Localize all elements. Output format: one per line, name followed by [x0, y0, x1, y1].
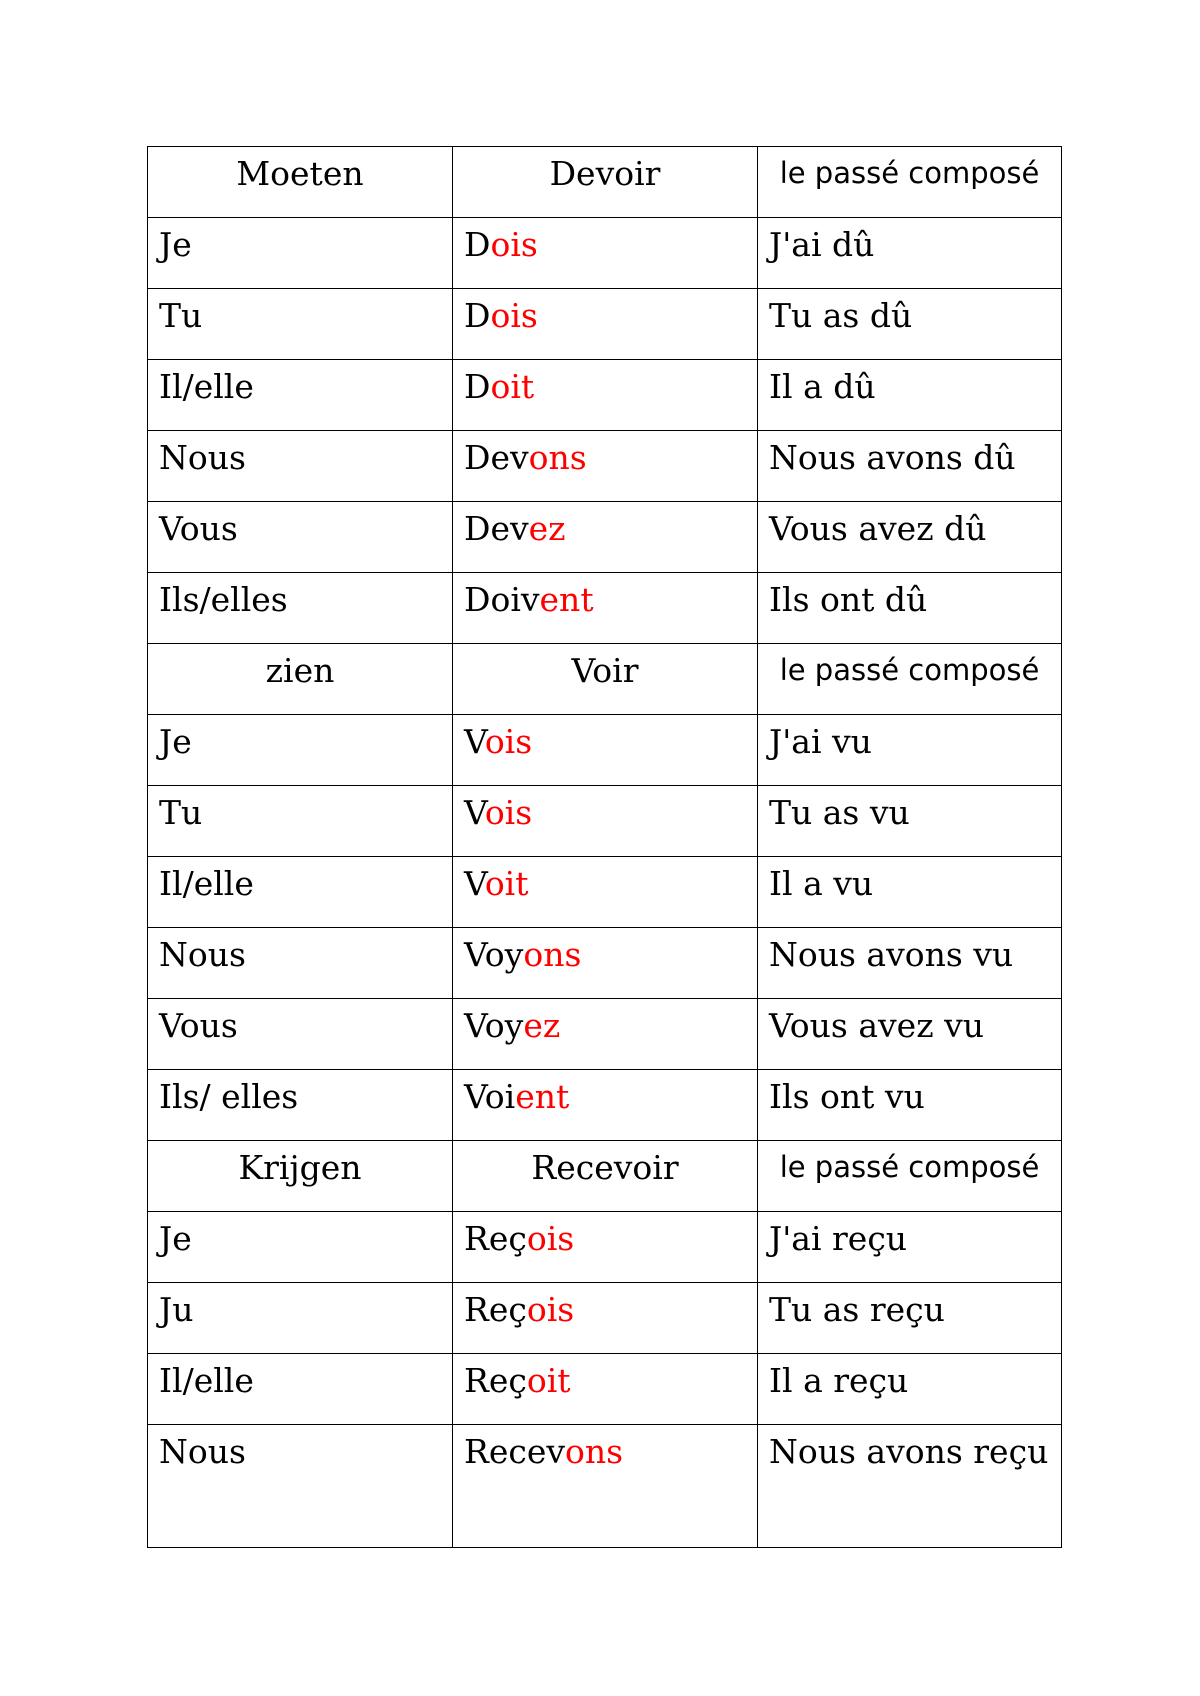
verb-ending: ent: [539, 580, 594, 619]
conjugation-table: [147, 146, 1062, 1548]
conjugation-row: [148, 573, 1062, 644]
past-form-cell: J'ai reçu: [758, 1212, 1062, 1283]
past-form-cell: Vous avez vu: [758, 999, 1062, 1070]
verb-ending: ois: [484, 722, 533, 761]
verb-stem: V: [464, 722, 485, 761]
pronoun-cell: Ils/ elles: [148, 1070, 453, 1141]
verb-stem: Recev: [464, 1432, 566, 1471]
pronoun-cell: Il/elle: [148, 857, 453, 928]
present-form-cell: [453, 289, 758, 360]
verb-stem: V: [464, 793, 485, 832]
present-form-cell: [453, 786, 758, 857]
verb-stem: D: [464, 225, 491, 264]
conjugation-row: [148, 1283, 1062, 1354]
verb-ending: ois: [526, 1219, 575, 1258]
pronoun-cell: Vous: [148, 502, 453, 573]
verb-ending: oit: [490, 367, 535, 406]
verb-stem: D: [464, 367, 491, 406]
dutch-verb-cell: Moeten: [148, 147, 453, 218]
verb-stem: Reç: [464, 1219, 527, 1258]
present-form-cell: [453, 857, 758, 928]
present-form-cell: [453, 999, 758, 1070]
pronoun-cell: Nous: [148, 1425, 453, 1548]
present-form-cell: [453, 573, 758, 644]
pronoun-cell: Je: [148, 715, 453, 786]
pronoun-cell: Nous: [148, 431, 453, 502]
past-form-cell: Ils ont vu: [758, 1070, 1062, 1141]
past-form-cell: J'ai dû: [758, 218, 1062, 289]
present-form-cell: [453, 1425, 758, 1548]
verb-ending: ent: [515, 1077, 570, 1116]
past-form-cell: Tu as reçu: [758, 1283, 1062, 1354]
past-form-cell: Il a dû: [758, 360, 1062, 431]
past-form-cell: Il a reçu: [758, 1354, 1062, 1425]
verb-stem: Voy: [464, 935, 524, 974]
past-form-cell: Nous avons reçu: [758, 1425, 1062, 1548]
verb-stem: D: [464, 296, 491, 335]
dutch-verb-cell: zien: [148, 644, 453, 715]
tense-header-cell: le passé composé: [758, 1141, 1062, 1212]
pronoun-cell: Vous: [148, 999, 453, 1070]
present-form-cell: [453, 360, 758, 431]
conjugation-row: [148, 502, 1062, 573]
tense-header-cell: le passé composé: [758, 147, 1062, 218]
verb-ending: ez: [528, 509, 566, 548]
past-form-cell: Tu as dû: [758, 289, 1062, 360]
section-header-row: [148, 147, 1062, 218]
pronoun-cell: Il/elle: [148, 360, 453, 431]
verb-stem: Voy: [464, 1006, 524, 1045]
french-verb-cell: Devoir: [453, 147, 758, 218]
verb-ending: oit: [526, 1361, 571, 1400]
conjugation-row: [148, 999, 1062, 1070]
pronoun-cell: Il/elle: [148, 1354, 453, 1425]
verb-stem: Reç: [464, 1290, 527, 1329]
present-form-cell: [453, 1283, 758, 1354]
verb-stem: Dev: [464, 509, 529, 548]
verb-stem: Reç: [464, 1361, 527, 1400]
present-form-cell: [453, 1070, 758, 1141]
past-form-cell: Vous avez dû: [758, 502, 1062, 573]
verb-ending: ez: [523, 1006, 561, 1045]
pronoun-cell: Tu: [148, 289, 453, 360]
french-verb-cell: Voir: [453, 644, 758, 715]
conjugation-row: [148, 289, 1062, 360]
conjugation-row: [148, 857, 1062, 928]
conjugation-row: [148, 715, 1062, 786]
past-form-cell: Nous avons dû: [758, 431, 1062, 502]
pronoun-cell: Nous: [148, 928, 453, 999]
section-header-row: [148, 644, 1062, 715]
conjugation-row: [148, 218, 1062, 289]
conjugation-row: [148, 431, 1062, 502]
verb-stem: Dev: [464, 438, 529, 477]
conjugation-row: [148, 360, 1062, 431]
verb-ending: ois: [526, 1290, 575, 1329]
section-header-row: [148, 1141, 1062, 1212]
pronoun-cell: Tu: [148, 786, 453, 857]
conjugation-row: [148, 786, 1062, 857]
present-form-cell: [453, 928, 758, 999]
verb-ending: ons: [565, 1432, 624, 1471]
pronoun-cell: Je: [148, 1212, 453, 1283]
french-verb-cell: Recevoir: [453, 1141, 758, 1212]
present-form-cell: [453, 1354, 758, 1425]
conjugation-row: [148, 1354, 1062, 1425]
verb-stem: Doiv: [464, 580, 540, 619]
verb-ending: ois: [490, 296, 538, 335]
verb-ending: ons: [528, 438, 587, 477]
tense-header-cell: le passé composé: [758, 644, 1062, 715]
pronoun-cell: Je: [148, 218, 453, 289]
verb-stem: Voi: [464, 1077, 516, 1116]
past-form-cell: Tu as vu: [758, 786, 1062, 857]
present-form-cell: [453, 218, 758, 289]
verb-ending: ons: [523, 935, 582, 974]
verb-ending: ois: [490, 225, 538, 264]
past-form-cell: Nous avons vu: [758, 928, 1062, 999]
dutch-verb-cell: Krijgen: [148, 1141, 453, 1212]
past-form-cell: Il a vu: [758, 857, 1062, 928]
present-form-cell: [453, 502, 758, 573]
past-form-cell: Ils ont dû: [758, 573, 1062, 644]
verb-stem: V: [464, 864, 485, 903]
pronoun-cell: Ju: [148, 1283, 453, 1354]
pronoun-cell: Ils/elles: [148, 573, 453, 644]
verb-ending: oit: [484, 864, 529, 903]
conjugation-row: [148, 928, 1062, 999]
past-form-cell: J'ai vu: [758, 715, 1062, 786]
present-form-cell: [453, 431, 758, 502]
conjugation-row: [148, 1070, 1062, 1141]
conjugation-row: [148, 1212, 1062, 1283]
present-form-cell: [453, 1212, 758, 1283]
verb-ending: ois: [484, 793, 533, 832]
conjugation-row: [148, 1425, 1062, 1548]
present-form-cell: [453, 715, 758, 786]
